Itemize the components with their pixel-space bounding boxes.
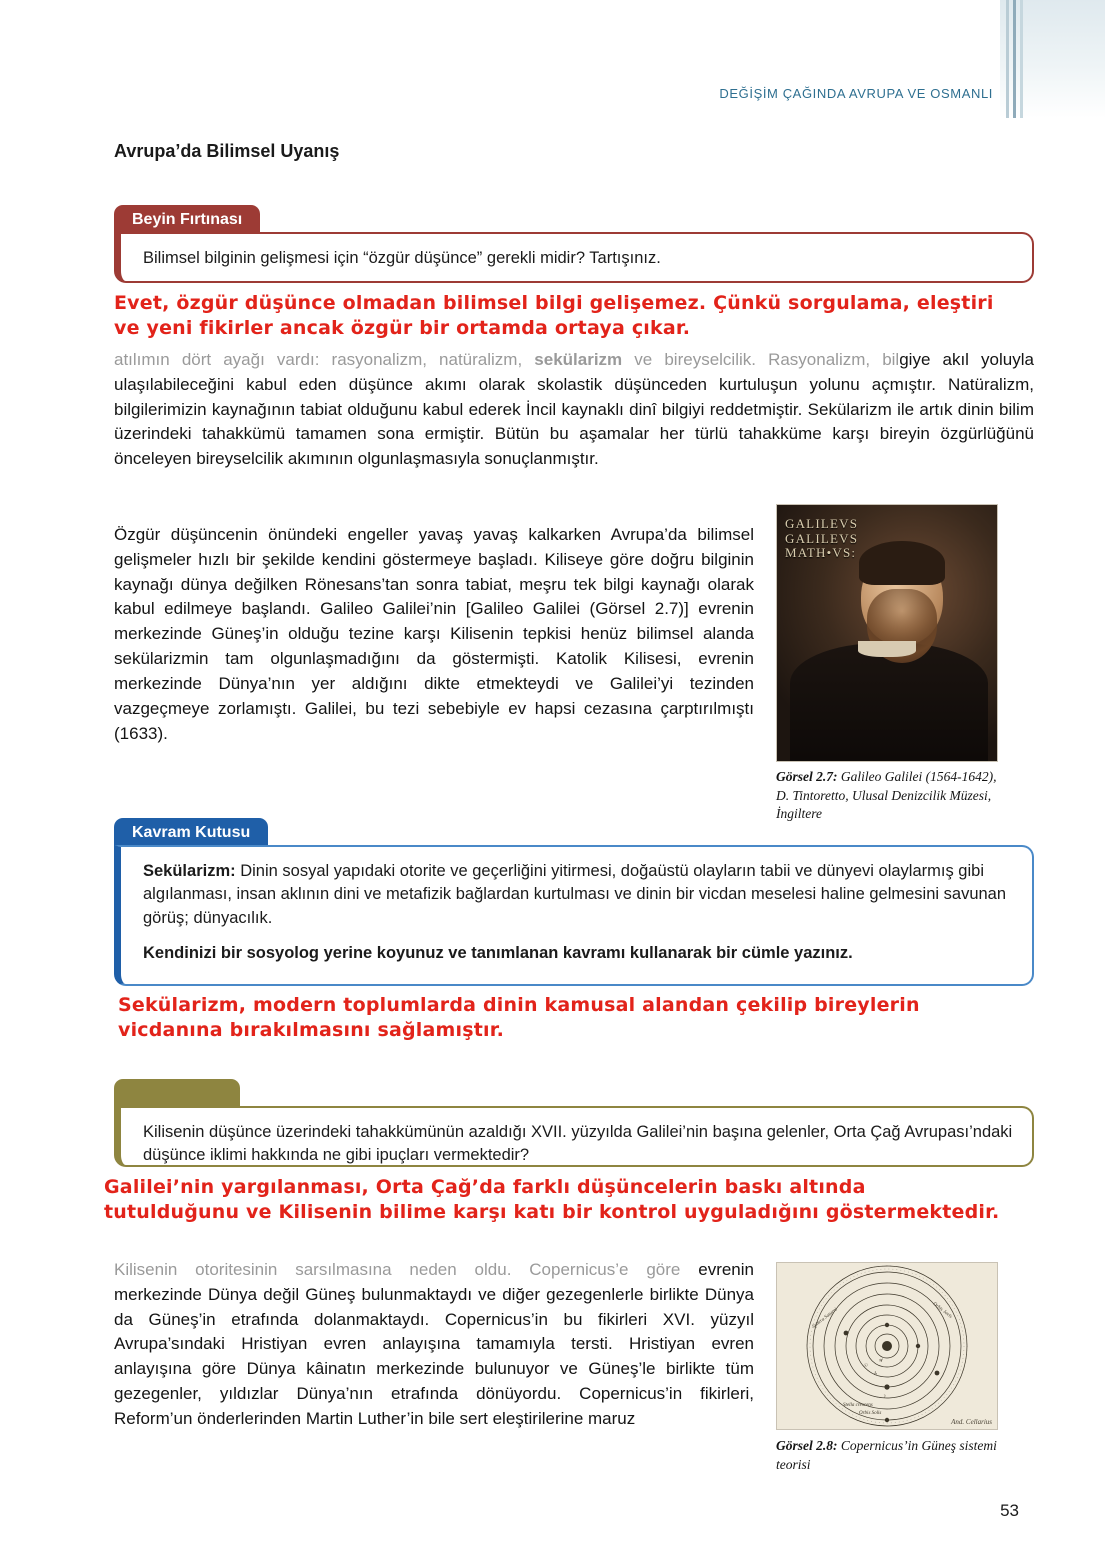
page-number: 53 <box>1000 1501 1019 1520</box>
figure-galileo-label: Görsel 2.7: <box>776 769 838 784</box>
svg-text:Orbis Solis: Orbis Solis <box>859 1411 882 1416</box>
paragraph-1-obscured-end: ve bireyselcilik. Rasyonalizm, bil <box>622 350 900 369</box>
svg-text:♄: ♄ <box>873 1372 878 1377</box>
concept-term: Sekülarizm: <box>143 862 236 880</box>
figure-galileo-portrait <box>776 504 998 762</box>
svg-text:♃: ♃ <box>878 1359 883 1364</box>
brainstorm-question: Bilimsel bilginin gelişmesi için “özgür düşünce” gerekli midir? Tartışınız. <box>143 249 661 267</box>
svg-text:Sphera Saturni: Sphera Saturni <box>811 1307 839 1330</box>
concept-task: Kendinizi bir sosyolog yerine koyunuz ve tanımlanan kavramı kullanarak bir cümle yazınız. <box>143 944 853 963</box>
paragraph-1-obscured-start: atılımın dört ayağı vardı: rasyonalizm, natüralizm, <box>114 350 535 369</box>
header-stripe-lines <box>1000 0 1023 118</box>
handwritten-answer-3: Galilei’nin yargılanması, Orta Çağ’da farklı düşüncelerin baskı altında tutulduğunu ve Kilisenin bilime karşı katı bir kontrol uyguladığını göstermektedir. <box>104 1176 1000 1224</box>
concept-definition-block <box>143 860 1014 966</box>
svg-text:Stella crescens: Stella crescens <box>843 1403 873 1408</box>
figure-copernicus-diagram <box>776 1262 998 1430</box>
paragraph-3 <box>114 1258 754 1432</box>
concept-box <box>114 818 1034 986</box>
question-box-tab <box>114 1079 240 1108</box>
svg-text:Orbis Jovis: Orbis Jovis <box>931 1301 953 1320</box>
figure-copernicus-caption-text: Copernicus’in Güneş sistemi teorisi <box>776 1438 997 1472</box>
concept-box-frame <box>114 845 1034 986</box>
svg-text:☉: ☉ <box>863 1364 868 1369</box>
handwritten-answer-2: Sekülarizm, modern toplumlarda dinin kamusal alandan çekilip bireylerin vicdanına bırakılmasını sağlamıştır. <box>118 994 920 1042</box>
handwritten-answer-1: Evet, özgür düşünce olmadan bilimsel bilgi gelişemez. Çünkü sorgulama, eleştiri ve yeni fikirler ancak özgür bir ortamda ortaya çıkar. <box>114 292 994 340</box>
svg-text:☽: ☽ <box>881 1395 886 1400</box>
question-box-frame <box>114 1106 1034 1167</box>
portrait-inscription: GALILEVS GALILEVS MATH•VS: <box>785 516 859 561</box>
figure-galileo-caption-text: Galileo Galilei (1564-1642), D. Tintoretto, Ulusal Denizcilik Müzesi, İngiltere <box>776 769 997 822</box>
paragraph-1 <box>114 348 1034 472</box>
running-header: DEĞİŞİM ÇAĞINDA AVRUPA VE OSMANLI <box>719 86 993 101</box>
figure-copernicus-label: Görsel 2.8: <box>776 1438 838 1453</box>
figure-galileo-caption <box>776 768 1006 824</box>
question-box <box>114 1079 1034 1167</box>
paragraph-3-obscured-start: Kilisenin otoritesinin sarsılmasına neden oldu. Copernicus’e göre <box>114 1260 681 1279</box>
question-box-text: Kilisenin düşünce üzerindeki tahakkümünün azaldığı XVII. yüzyılda Galilei’nin başına gelenler, Orta Çağ Avrupası’ndaki düşünce iklimi hakkında ne gibi ipuçları vermektedir? <box>143 1123 1013 1165</box>
page-title: Avrupa’da Bilimsel Uyanış <box>114 141 340 161</box>
brainstorm-box-tab: Beyin Fırtınası <box>114 205 260 234</box>
brainstorm-box <box>114 205 1034 283</box>
paragraph-3-body: evrenin merkezinde Dünya değil Güneş bulunmaktaydı ve diğer gezegenlerle birlikte Dünya da Güneş’in etrafında dolanmaktaydı. Copernicus’in bu fikirleri XVI. yüzyıl Avrupa’sındaki Hristiyan evren anlayışına tamamıyla tersti. Hristiyan evren anlayışına göre Dünya kâinatın merkezinde bulunuyor ve Güneş’le birlikte tüm gezegenler, yıldızlar Dünya’nın etrafında dönüyordu. Copernicus’in fikirleri, Reform’un önderlerinden Martin Luther’in bile sert eleştirilerine maruz <box>114 1260 754 1428</box>
concept-definition: Dinin sosyal yapıdaki otorite ve geçerliğini yitirmesi, doğaüstü olayların tabii ve dünyevi olaylarmış gibi algılanması, insan aklının dini ve metafizik bağlardan kurtulması ve dinin bir vicdan meselesi haline gelmesini savunan görüş; dünyacılık. <box>143 862 1007 927</box>
paragraph-2: Özgür düşüncenin önündeki engeller yavaş yavaş kalkarken Avrupa’da bilimsel gelişmeler hızlı bir şekilde kendini göstermeye başladı. Kiliseye göre doğru bilginin kaynağı dünya değilken Rönesans’tan sonra tabiat, meşru tek bilgi kaynağı olarak kabul edilmeye başlandı. Galileo Galilei’nin [Galileo Galilei (Görsel 2.7)] evrenin merkezinde Güneş’in olduğu tezine karşı Kilisenin tepkisi henüz bilimsel alanda sekülarizmin tam olgunlaşmadığını da göstermişti. Katolik Kilisesi, evrenin merkezinde Dünya’nın yer aldığını dikte etmekteydi ve Galilei’yi tezinden vazgeçmeye zorlamıştı. Galilei, bu tezi sebebiyle ev hapsi cezasına çarptırılmıştı (1633). <box>114 525 754 743</box>
brainstorm-box-frame <box>114 232 1034 283</box>
paragraph-1-bold-term: sekülarizm <box>534 350 623 369</box>
paragraph-1-body: giye akıl yoluyla ulaşılabileceğini kabul eden düşünce akımı olarak skolastik düşünceden kurtuluşun yolunu açmıştır. Natüralizm, bilgilerimizin kaynağının tabiat olduğunu kabul ederek İncil kaynaklı dinî bilgiyi reddetmiştir. Sekülarizm ile artık dinin bilim üzerindeki tahakkümü tamamen sona ermiştir. Bütün bu aşamalar her türlü tahakküme karşı bireyin özgürlüğünü önceleyen bireyselcilik akımının olgunlaşmasıyla sonuçlanmıştır. <box>114 350 1034 469</box>
diagram-signature: And. Cellarius <box>951 1418 992 1426</box>
figure-copernicus-caption <box>776 1437 1006 1474</box>
concept-box-tab: Kavram Kutusu <box>114 818 268 847</box>
